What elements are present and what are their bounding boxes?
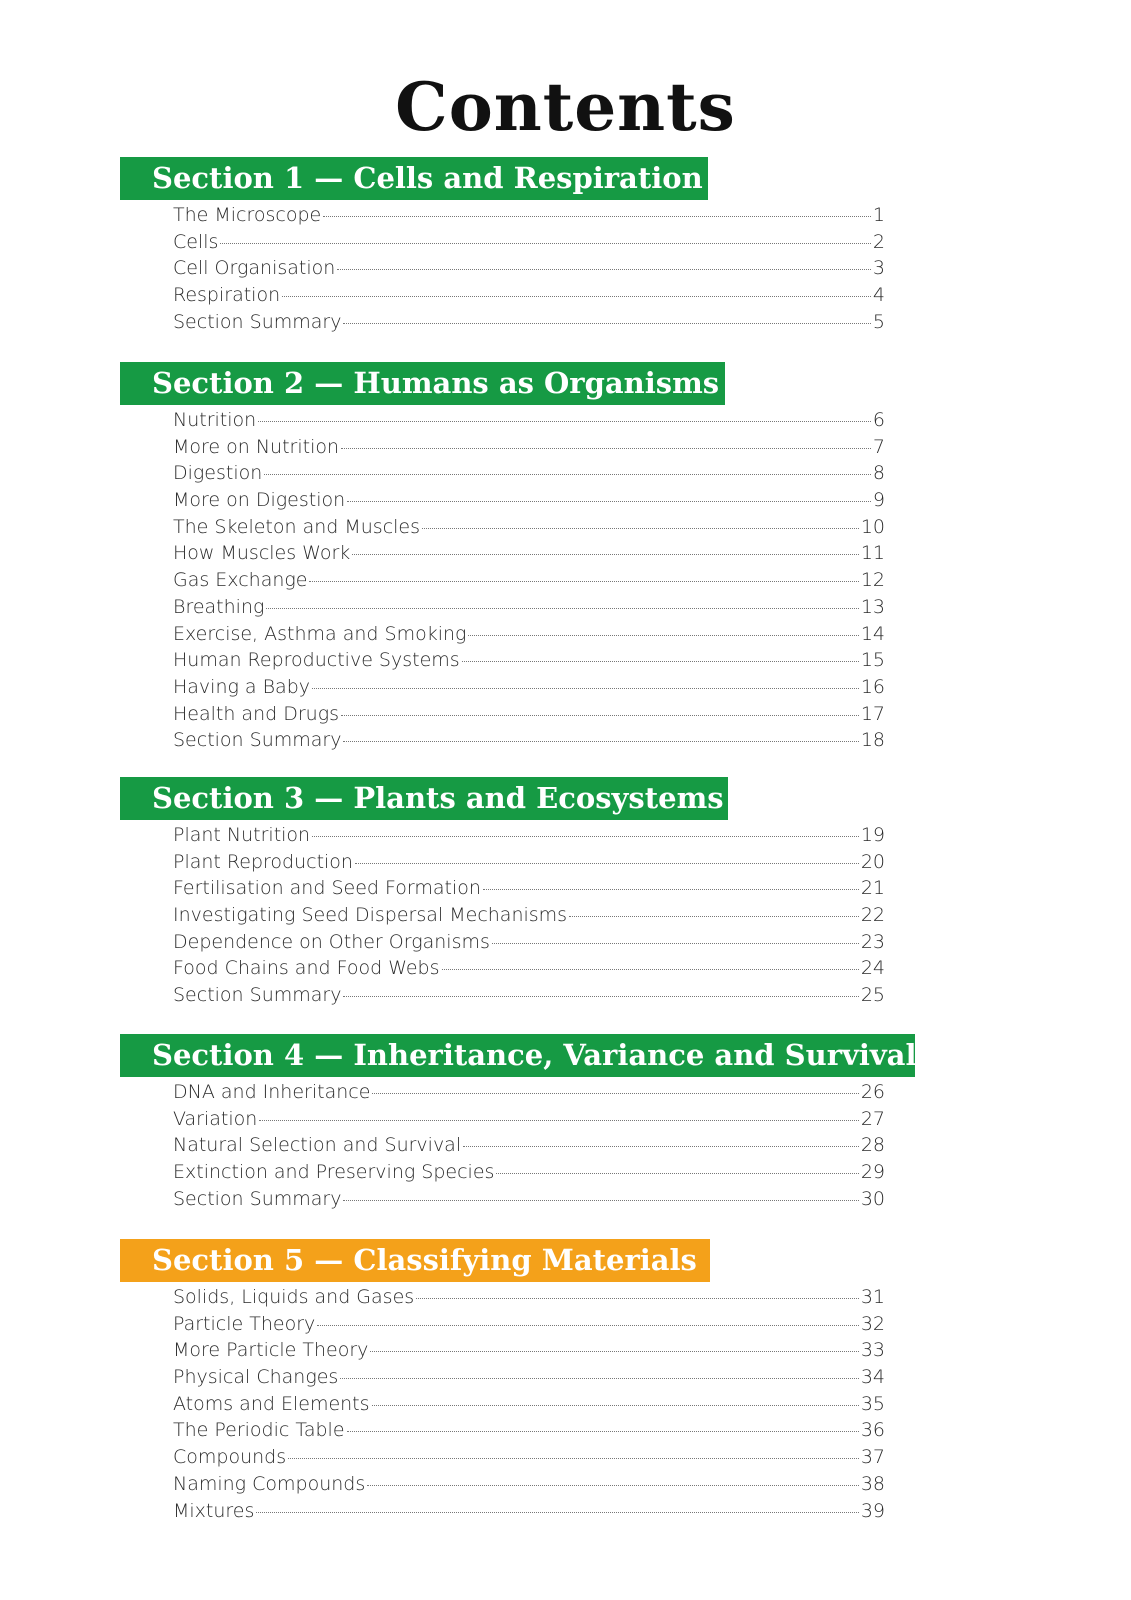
toc-entry-page: 39: [860, 1499, 885, 1522]
toc-entry-page: 1: [872, 204, 885, 226]
dot-leader: [343, 995, 858, 997]
toc-entry-page: 3: [872, 257, 885, 280]
dot-leader: [312, 687, 859, 689]
dot-leader: [317, 1324, 859, 1326]
dot-leader: [492, 942, 859, 944]
toc-entry[interactable]: [173, 231, 885, 258]
section-header: Section 1 — Cells and Respiration: [120, 157, 708, 200]
toc-entry[interactable]: [173, 1081, 885, 1108]
section-4: [120, 1034, 915, 1214]
toc-entry[interactable]: [173, 1188, 885, 1215]
toc-entry-page: 33: [860, 1339, 885, 1362]
toc-entry-title: Section Summary: [173, 729, 342, 752]
toc-entry-page: 13: [860, 595, 885, 618]
toc-entry-page: 25: [860, 984, 885, 1007]
dot-leader: [258, 420, 871, 422]
toc-entry-page: 30: [860, 1187, 885, 1210]
toc-entry-page: 15: [860, 649, 885, 672]
toc-entry-page: 28: [860, 1134, 885, 1157]
toc-entry[interactable]: [173, 1339, 885, 1366]
toc-entry-title: The Microscope: [173, 204, 322, 226]
dot-leader: [309, 580, 858, 582]
toc-entry-title: Solids, Liquids and Gases: [173, 1286, 415, 1308]
toc-entry[interactable]: [173, 436, 885, 463]
toc-entry[interactable]: [173, 676, 885, 703]
dot-leader: [343, 322, 870, 324]
dot-leader: [355, 862, 859, 864]
toc-entry-title: Natural Selection and Survival: [173, 1134, 462, 1157]
dot-leader: [483, 888, 859, 890]
section-2: [120, 362, 885, 756]
dot-leader: [569, 915, 859, 917]
toc-entry[interactable]: [173, 824, 885, 851]
toc-entry-title: More Particle Theory: [173, 1339, 369, 1362]
toc-entry-title: The Skeleton and Muscles: [173, 515, 421, 538]
toc-entry-page: 34: [860, 1366, 885, 1389]
toc-entry-page: 27: [860, 1107, 885, 1130]
section-header: Section 4 — Inheritance, Variance and Survival: [120, 1034, 915, 1077]
toc-entry-title: More on Digestion: [173, 489, 346, 512]
toc-entry-page: 12: [860, 569, 885, 592]
dot-leader: [343, 1199, 858, 1201]
toc-entry-title: Having a Baby: [173, 675, 311, 698]
dot-leader: [288, 1457, 859, 1459]
toc-entry-page: 24: [860, 957, 885, 980]
toc-entry-page: 26: [860, 1081, 885, 1103]
toc-entry-title: Food Chains and Food Webs: [173, 957, 440, 980]
toc-entry[interactable]: [173, 1393, 885, 1420]
toc-entry-page: 11: [860, 542, 885, 565]
dot-leader: [312, 835, 859, 837]
toc-entry-title: Breathing: [173, 595, 265, 618]
toc-entry-title: Gas Exchange: [173, 569, 308, 592]
toc-entry-title: How Muscles Work: [173, 542, 351, 565]
toc-entry-page: 35: [860, 1392, 885, 1415]
toc-entry-page: 29: [860, 1161, 885, 1184]
dot-leader: [282, 295, 871, 297]
toc-entry-page: 2: [872, 230, 885, 253]
dot-leader: [341, 447, 871, 449]
toc-entry-title: Compounds: [173, 1446, 287, 1469]
toc-entry-page: 17: [860, 702, 885, 725]
toc-entry-title: Human Reproductive Systems: [173, 649, 460, 672]
toc-entry-title: Section Summary: [173, 1187, 342, 1210]
toc-entry-page: 20: [860, 850, 885, 873]
toc-entry[interactable]: [173, 904, 885, 931]
toc-entry-title: Cell Organisation: [173, 257, 336, 280]
toc-entry-title: Digestion: [173, 462, 263, 485]
dot-leader: [370, 1350, 858, 1352]
dot-leader: [463, 1145, 859, 1147]
dot-leader: [323, 215, 871, 217]
toc-entry[interactable]: [173, 703, 885, 730]
dot-leader: [347, 1430, 859, 1432]
toc-entry[interactable]: [173, 1500, 885, 1527]
section-items: [120, 204, 885, 337]
page-title: Contents: [395, 68, 736, 146]
section-header: Section 3 — Plants and Ecosystems: [120, 777, 728, 820]
toc-entry-title: Naming Compounds: [173, 1472, 366, 1495]
toc-entry-page: 37: [860, 1446, 885, 1469]
toc-entry-title: Section Summary: [173, 310, 342, 333]
dot-leader: [352, 553, 859, 555]
toc-entry[interactable]: [173, 623, 885, 650]
toc-entry-title: Respiration: [173, 284, 281, 307]
toc-entry-title: The Periodic Table: [173, 1419, 345, 1442]
toc-entry-title: Nutrition: [173, 409, 257, 431]
toc-entry[interactable]: [173, 284, 885, 311]
toc-entry-page: 4: [872, 284, 885, 307]
toc-entry[interactable]: [173, 462, 885, 489]
section-5: [120, 1239, 885, 1526]
toc-entry-page: 19: [860, 824, 885, 846]
dot-leader: [496, 1172, 858, 1174]
toc-entry-page: 5: [872, 310, 885, 333]
toc-entry-title: Plant Nutrition: [173, 824, 311, 846]
toc-entry-page: 8: [872, 462, 885, 485]
toc-entry-title: Particle Theory: [173, 1312, 316, 1335]
toc-entry[interactable]: [173, 489, 885, 516]
toc-entry-title: Section Summary: [173, 984, 342, 1007]
section-header: Section 2 — Humans as Organisms: [120, 362, 725, 405]
toc-entry-page: 38: [860, 1472, 885, 1495]
toc-entry-page: 21: [860, 877, 885, 900]
toc-entry[interactable]: [173, 851, 885, 878]
dot-leader: [220, 242, 870, 244]
toc-entry-page: 6: [872, 409, 885, 431]
toc-entry-page: 9: [872, 489, 885, 512]
toc-entry[interactable]: [173, 984, 885, 1011]
toc-entry-page: 22: [860, 904, 885, 927]
dot-leader: [422, 527, 859, 529]
toc-entry-title: Cells: [173, 230, 219, 253]
toc-entry[interactable]: [173, 311, 885, 338]
toc-entry[interactable]: [173, 596, 885, 623]
toc-entry[interactable]: [173, 1108, 885, 1135]
toc-entry-page: 10: [860, 515, 885, 538]
dot-leader: [468, 634, 858, 636]
toc-entry-title: Variation: [173, 1107, 258, 1130]
toc-entry-page: 32: [860, 1312, 885, 1335]
section-items: [120, 409, 885, 756]
dot-leader: [256, 1511, 858, 1513]
toc-entry[interactable]: [173, 542, 885, 569]
toc-entry[interactable]: [173, 649, 885, 676]
toc-entry-title: Exercise, Asthma and Smoking: [173, 622, 467, 645]
section-items: [120, 1081, 885, 1214]
toc-entry[interactable]: [173, 877, 885, 904]
toc-entry-title: Atoms and Elements: [173, 1392, 370, 1415]
toc-entry[interactable]: [173, 1286, 885, 1313]
toc-entry-title: Investigating Seed Dispersal Mechanisms: [173, 904, 568, 927]
dot-leader: [416, 1297, 859, 1299]
dot-leader: [259, 1119, 859, 1121]
toc-entry[interactable]: [173, 1313, 885, 1340]
dot-leader: [462, 660, 859, 662]
toc-entry-title: Plant Reproduction: [173, 850, 353, 873]
toc-entry[interactable]: [173, 729, 885, 756]
toc-entry-page: 36: [860, 1419, 885, 1442]
section-items: [120, 1286, 885, 1526]
toc-entry[interactable]: [173, 409, 885, 436]
toc-entry-title: Fertilisation and Seed Formation: [173, 877, 481, 900]
toc-entry-title: Extinction and Preserving Species: [173, 1161, 495, 1184]
toc-entry-page: 16: [860, 675, 885, 698]
toc-entry[interactable]: [173, 1473, 885, 1500]
toc-entry-page: 7: [872, 435, 885, 458]
toc-entry-title: Health and Drugs: [173, 702, 339, 725]
toc-entry-title: Dependence on Other Organisms: [173, 930, 490, 953]
dot-leader: [340, 1377, 858, 1379]
toc-entry[interactable]: [173, 1134, 885, 1161]
dot-leader: [337, 268, 871, 270]
dot-leader: [266, 607, 858, 609]
toc-entry[interactable]: [173, 1161, 885, 1188]
toc-entry[interactable]: [173, 1419, 885, 1446]
toc-entry-page: 14: [860, 622, 885, 645]
toc-entry[interactable]: [173, 569, 885, 596]
toc-entry-title: More on Nutrition: [173, 435, 340, 458]
toc-entry-page: 18: [860, 729, 885, 752]
dot-leader: [372, 1092, 858, 1094]
toc-entry[interactable]: [173, 1446, 885, 1473]
toc-entry-page: 31: [860, 1286, 885, 1308]
dot-leader: [343, 740, 858, 742]
dot-leader: [372, 1404, 859, 1406]
toc-entry[interactable]: [173, 257, 885, 284]
toc-entry[interactable]: [173, 516, 885, 543]
dot-leader: [442, 968, 859, 970]
dot-leader: [341, 714, 859, 716]
section-items: [120, 824, 885, 1011]
toc-entry-page: 23: [860, 930, 885, 953]
section-1: [120, 157, 885, 337]
toc-entry-title: DNA and Inheritance: [173, 1081, 371, 1103]
toc-entry[interactable]: [173, 931, 885, 958]
dot-leader: [264, 473, 871, 475]
dot-leader: [367, 1484, 859, 1486]
toc-entry[interactable]: [173, 957, 885, 984]
toc-entry[interactable]: [173, 1366, 885, 1393]
section-header: Section 5 — Classifying Materials: [120, 1239, 710, 1282]
dot-leader: [347, 500, 871, 502]
section-3: [120, 777, 885, 1011]
toc-entry-title: Physical Changes: [173, 1366, 339, 1389]
toc-entry[interactable]: [173, 204, 885, 231]
toc-entry-title: Mixtures: [173, 1499, 255, 1522]
